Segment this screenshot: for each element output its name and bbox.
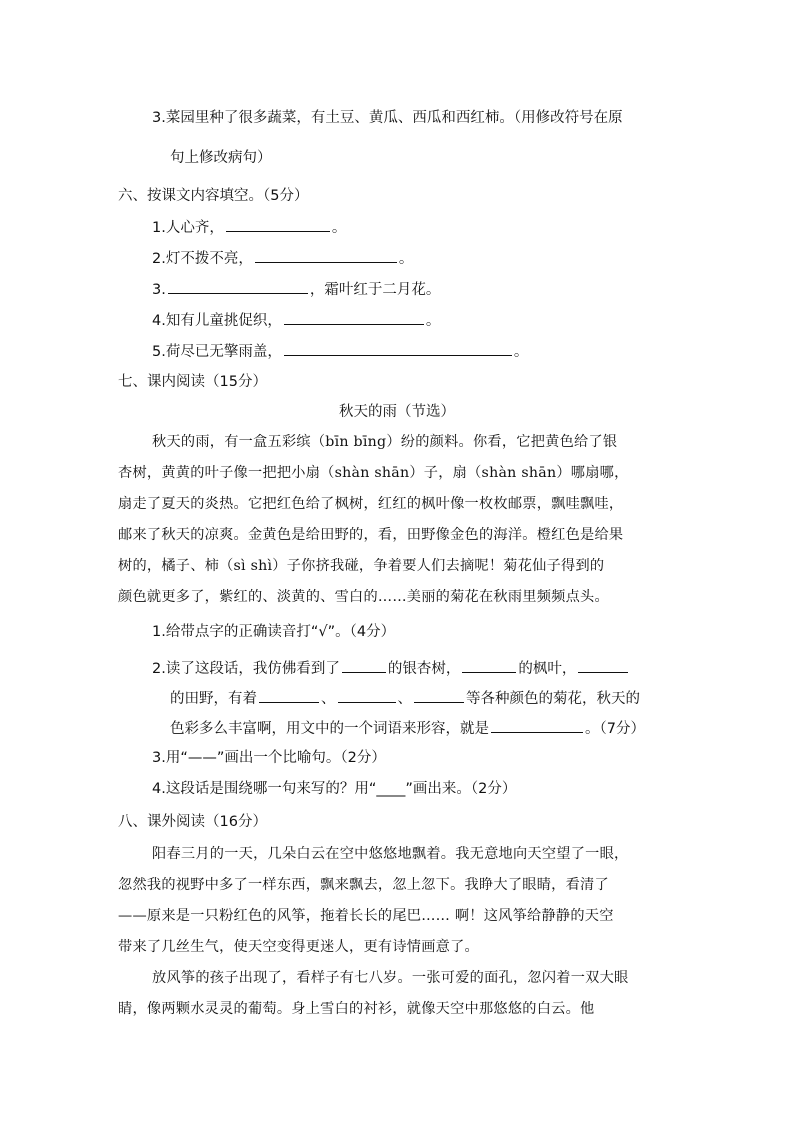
fill-item-3-pre: 3. — [152, 282, 166, 298]
passage-line: 杏树，黄黄的叶子像一把把小扇（shàn shān）子，扇（shàn shān）哪扇哪， — [118, 465, 629, 481]
answer-blank-1[interactable] — [226, 217, 330, 232]
s7-q2-text: 、 — [321, 691, 336, 707]
passage-line: 睛，像两颗水灵灵的葡萄。身上雪白的衬衫，就像天空中那悠悠的白云。他 — [118, 1001, 595, 1017]
s5-q3-line2: 句上修改病句） — [170, 150, 272, 166]
fill-item-4 — [152, 310, 440, 331]
fill-item-4-post: 。 — [425, 313, 441, 329]
s7-q1: 1.给带点字的正确读音打“√”。（4分） — [152, 624, 396, 640]
passage-line: ——原来是一只粉红色的风筝，拖着长长的尾巴…… 啊！这风筝给静静的天空 — [118, 908, 614, 924]
s7-q2-text: 的田野，有着 — [170, 691, 257, 707]
passage-line: 忽然我的视野中多了一样东西，飘来飘去，忽上忽下。我睁大了眼睛，看清了 — [118, 877, 609, 893]
fill-item-5-pre: 5.荷尽已无擎雨盖， — [152, 344, 282, 360]
passage-line: 颜色就更多了，紫红的、淡黄的、雪白的……美丽的菊花在秋雨里频频点头。 — [118, 589, 609, 605]
passage-line: 秋天的雨，有一盒五彩缤（bīn bīng）纷的颜料。你看，它把黄色给了银 — [152, 434, 618, 450]
s7-q2-line2 — [170, 688, 640, 709]
fill-item-5-post: 。 — [513, 344, 529, 360]
answer-blank-4[interactable] — [284, 310, 424, 325]
fill-item-2-pre: 2.灯不拨不亮， — [152, 251, 253, 267]
answer-blank[interactable] — [578, 658, 628, 673]
passage-line: 带来了几丝生气，使天空变得更迷人，更有诗情画意了。 — [118, 939, 479, 955]
s7-q2-line1 — [152, 658, 630, 679]
fill-item-1-post: 。 — [331, 220, 347, 236]
fill-item-2-post: 。 — [398, 251, 414, 267]
passage-line: 树的，橘子、柿（sì shì）子你挤我碰，争着要人们去摘呢！菊花仙子得到的 — [118, 558, 605, 574]
passage-line: 邮来了秋天的凉爽。金黄色是给田野的，看，田野像金色的海洋。橙红色是给果 — [118, 527, 624, 543]
section7-heading: 七、课内阅读（15分） — [118, 374, 267, 390]
s7-q3: 3.用“——”画出一个比喻句。（2分） — [152, 750, 386, 766]
s7-q2-text: 色彩多么丰富啊，用文中的一个词语来形容，就是 — [170, 721, 489, 737]
s5-q3-line1: 3.菜园里种了很多蔬菜，有土豆、黄瓜、西瓜和西红柿。（用修改符号在原 — [152, 110, 623, 126]
s7-q2-text: 。（7分） — [585, 721, 645, 737]
s7-q2-text: 的银杏树， — [387, 661, 461, 677]
answer-blank[interactable] — [259, 688, 319, 703]
fill-item-1-pre: 1.人心齐， — [152, 220, 224, 236]
s7-q2-text: 2.读了这段话，我仿佛看到了 — [152, 661, 340, 677]
answer-blank[interactable] — [491, 718, 583, 733]
answer-blank[interactable] — [462, 658, 516, 673]
s7-q2-text: 、 — [397, 691, 412, 707]
answer-blank-2[interactable] — [255, 248, 397, 263]
s7-q2-text: 的枫叶， — [518, 661, 577, 677]
passage-line: 放风筝的孩子出现了，看样子有七八岁。一张可爱的面孔，忽闪着一双大眼 — [152, 970, 629, 986]
answer-blank[interactable] — [338, 688, 396, 703]
s7-q4: 4.这段话是围绕哪一句来写的？用“____”画出来。（2分） — [152, 781, 517, 797]
answer-blank[interactable] — [414, 688, 464, 703]
passage-line: 阳春三月的一天，几朵白云在空中悠悠地飘着。我无意地向天空望了一眼， — [152, 846, 629, 862]
fill-item-4-pre: 4.知有儿童挑促织， — [152, 313, 282, 329]
s7-q2-line3 — [170, 718, 645, 739]
fill-item-1 — [152, 217, 346, 238]
passage-line: 扇走了夏天的炎热。它把红色给了枫树，红红的枫叶像一枚枚邮票，飘哇飘哇， — [118, 496, 624, 512]
answer-blank-3[interactable] — [168, 279, 308, 294]
fill-item-5 — [152, 341, 528, 362]
s7-q2-text: 等各种颜色的菊花，秋天的 — [466, 691, 640, 707]
fill-item-3-post: ，霜叶红于二月花。 — [309, 282, 441, 298]
fill-item-2 — [152, 248, 413, 269]
answer-blank[interactable] — [342, 658, 386, 673]
fill-item-3 — [152, 279, 440, 300]
answer-blank-5[interactable] — [284, 341, 512, 356]
section8-heading: 八、课外阅读（16分） — [118, 814, 267, 830]
section6-heading: 六、按课文内容填空。（5分） — [118, 188, 309, 204]
passage-title: 秋天的雨（节选） — [339, 404, 455, 420]
